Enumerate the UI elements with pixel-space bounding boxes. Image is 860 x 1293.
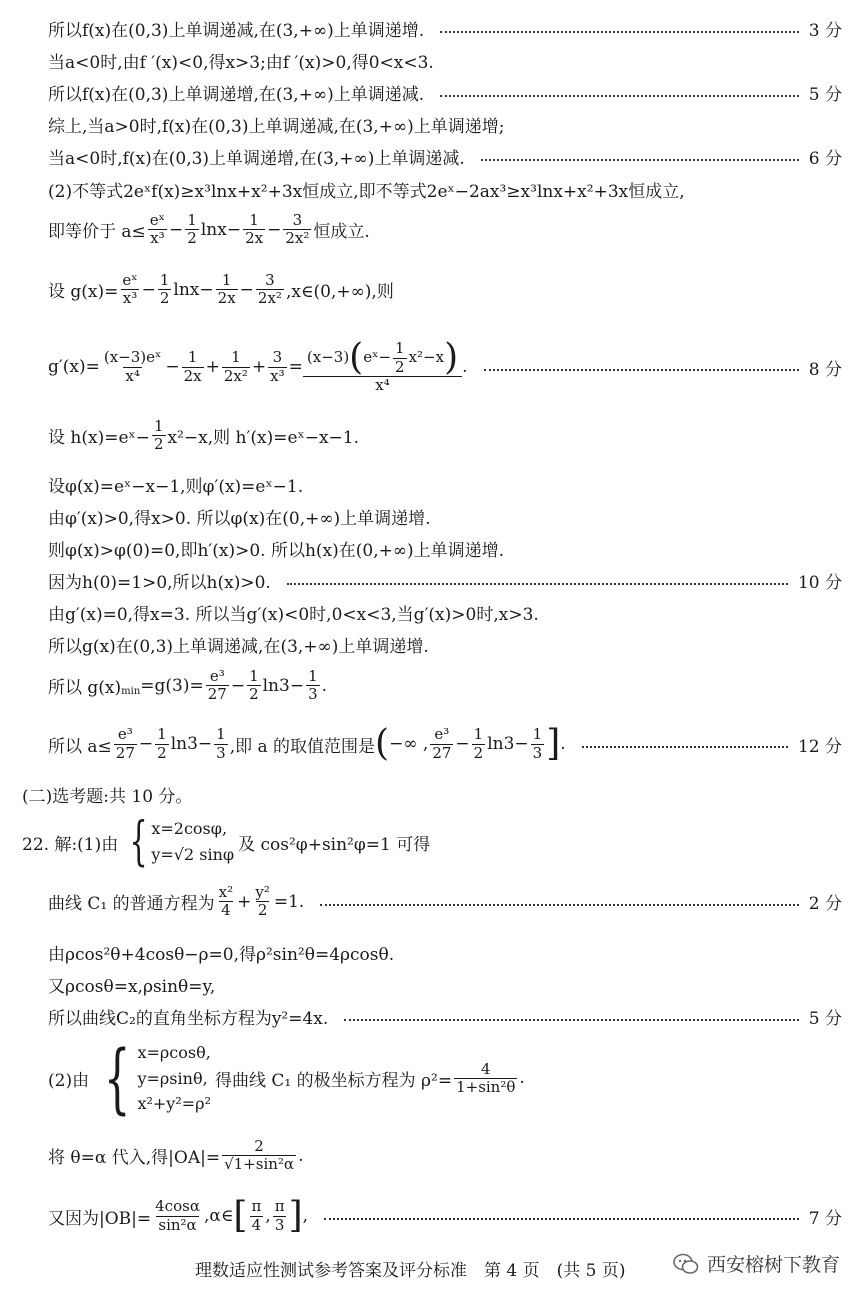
dot-leader bbox=[320, 904, 798, 906]
text-line bbox=[0, 472, 860, 497]
text: 即等价于 a≤ bbox=[48, 222, 146, 243]
fraction: $\frac{1}{3}$ bbox=[216, 725, 226, 762]
fraction: $\frac{3}{\text{2x²}}$ bbox=[257, 271, 282, 308]
polar-system-line: (2)由 { x=ρcosθ, y=ρsinθ, x²+y²=ρ² 得曲线 C₁ 的极坐标方程为 ρ²= $\frac{4}{\text{1+sin²θ}}$ . bbox=[48, 1033, 525, 1122]
fraction: $\frac{1}{2x}$ bbox=[245, 211, 264, 248]
define-h-line: 设 h(x)=eˣ− $\frac{1}{2}$ x²−x,则 h′(x)=eˣ−x−1. bbox=[48, 417, 360, 454]
a-range-line: 所以 a≤ $\frac{\text{e³}}{27}$ − $\frac{1}{2}$ ln3 − $\frac{1}{3}$ ,即 a 的取值范围是 ( −∞ , $\frac{\text{e³}}{27}$ − $\frac{1}{2}$ ln3 − $\frac{1}{3}$ ] . 12 分 bbox=[0, 726, 860, 762]
text-line bbox=[0, 1004, 860, 1029]
line-text: 因为h(0)=1>0,所以h(x)>0. bbox=[48, 573, 271, 593]
g-min-line: 所以 g(x) $_{min}$ =g(3)= $\frac{\text{e³}}{27}$ − $\frac{1}{2}$ ln3 − $\frac{1}{3}$ . bbox=[48, 667, 328, 704]
line-text: 由φ′(x)>0,得x>0. 所以φ(x)在(0,+∞)上单调递增. bbox=[48, 509, 431, 529]
line-text: 所以g(x)在(0,3)上单调递减,在(3,+∞)上单调递增. bbox=[48, 637, 429, 657]
wechat-icon bbox=[673, 1253, 699, 1275]
text-line bbox=[0, 600, 860, 625]
fraction: $\frac{1}{2}$ bbox=[249, 667, 259, 704]
line-text: 所以f(x)在(0,3)上单调递增,在(3,+∞)上单调递减. bbox=[48, 85, 425, 105]
line-text: 则φ(x)>φ(0)=0,即h′(x)>0. 所以h(x)在(0,+∞)上单调递增. bbox=[48, 541, 505, 561]
text-line bbox=[0, 504, 860, 529]
wechat-name: 西安榕树下教育 bbox=[706, 1254, 840, 1276]
text-line bbox=[0, 144, 860, 169]
score-label: 3 分 bbox=[808, 21, 842, 41]
page-footer bbox=[0, 1250, 860, 1284]
footer-text: 理数适应性测试参考答案及评分标准 第 4 页 (共 5 页) bbox=[195, 1261, 626, 1281]
fraction: (x−3) ( eˣ − $\frac{1}{2}$ x²−x ) x⁴ bbox=[305, 340, 460, 394]
line-text: 又ρcosθ=x,ρsinθ=y, bbox=[48, 977, 216, 997]
fraction: $\frac{1}{2}$ bbox=[159, 271, 170, 308]
define-g-line: 设 g(x)= $\frac{\text{eˣ}}{\text{x³}}$ − $\frac{1}{2}$ lnx − $\frac{1}{2x}$ − $\frac{3}{\text{2x²}}$ ,x∈(0,+∞),则 bbox=[48, 271, 394, 308]
text-line bbox=[0, 536, 860, 561]
dot-leader bbox=[324, 1218, 799, 1220]
fraction: $\frac{\text{x²}}{4}$ bbox=[218, 883, 234, 920]
dot-leader bbox=[287, 583, 788, 585]
fraction: $\frac{1}{2}$ bbox=[473, 725, 484, 762]
fraction: $\frac{1}{2}$ bbox=[153, 417, 164, 454]
line-text: 由g′(x)=0,得x=3. 所以当g′(x)<0时,0<x<3,当g′(x)>0时,x>3. bbox=[48, 605, 539, 625]
g-derivative-line: g′(x)= $\frac{\text{(x−3)eˣ}}{\text{x⁴}}$ − $\frac{1}{2x}$ + $\frac{1}{\text{2x²}}$ + $\frac{3}{\text{x³}}$ = (x−3) ( eˣ − $\frac{1}{2}$ x²−x ) x⁴ . 8 分 bbox=[0, 340, 860, 394]
dot-leader bbox=[481, 159, 799, 161]
dot-leader bbox=[440, 31, 799, 33]
section-heading: (二)选考题:共 10 分。 bbox=[22, 787, 193, 807]
text-line bbox=[0, 48, 860, 73]
fraction: $\frac{3}{\text{2x²}}$ bbox=[285, 211, 310, 248]
equivalence-line: 即等价于 a≤ $\frac{\text{eˣ}}{\text{x³}}$ − $\frac{1}{2}$ lnx − $\frac{1}{2x}$ − $\frac{3}{\text{2x²}}$ 恒成立. bbox=[48, 211, 370, 248]
text-line bbox=[0, 632, 860, 657]
fraction: $\frac{1}{\text{2x²}}$ bbox=[223, 348, 248, 385]
fraction: $\frac{\text{(x−3)eˣ}}{\text{x⁴}}$ bbox=[103, 348, 162, 385]
fraction: $\frac{\text{e³}}{27}$ bbox=[432, 725, 452, 762]
fraction: $\frac{1}{2}$ bbox=[157, 725, 167, 762]
line-text: 综上,当a>0时,f(x)在(0,3)上单调递减,在(3,+∞)上单调递增; bbox=[48, 117, 505, 137]
text-line bbox=[0, 972, 860, 997]
text-line bbox=[0, 177, 860, 202]
ob-line: 又因为|OB|= $\frac{4\cos\alpha}{\text{sin²α}}$ ,α∈ [ $\frac{\pi}{4}$ , $\frac{\pi}{3}$ ] , 7 分 bbox=[0, 1198, 860, 1234]
fraction: $\frac{3}{\text{x³}}$ bbox=[270, 348, 285, 385]
dot-leader bbox=[440, 95, 799, 97]
line-text: 设φ(x)=eˣ−x−1,则φ′(x)=eˣ−1. bbox=[48, 477, 304, 497]
score-label: 7 分 bbox=[808, 1208, 842, 1229]
fraction: $\frac{1}{3}$ bbox=[532, 725, 543, 762]
text-line bbox=[0, 940, 860, 965]
fraction: $\frac{\text{y²}}{2}$ bbox=[255, 883, 270, 920]
score-label: 12 分 bbox=[797, 736, 842, 757]
fraction: $\frac{\text{e³}}{27}$ bbox=[115, 725, 135, 762]
fraction: $\frac{2}{\text{√1+sin²α}}$ bbox=[224, 1137, 295, 1174]
line-text: (2)不等式2eˣf(x)≥x³lnx+x²+3x恒成立,即不等式2eˣ−2ax³≥x³lnx+x²+3x恒成立, bbox=[48, 182, 685, 202]
score-label: 8 分 bbox=[808, 359, 842, 380]
curve-c1-line: 曲线 C₁ 的普通方程为 $\frac{\text{x²}}{4}$ + $\frac{\text{y²}}{2}$ =1. 2 分 bbox=[0, 884, 860, 920]
text-line bbox=[0, 80, 860, 105]
equation-system: { x=2cosφ, y=√2 sinφ bbox=[129, 812, 235, 872]
line-text: 当a<0时,f(x)在(0,3)上单调递增,在(3,+∞)上单调递减. bbox=[48, 149, 465, 169]
fraction: $\frac{\text{eˣ}}{\text{x³}}$ bbox=[149, 211, 166, 248]
wechat-watermark bbox=[673, 1250, 840, 1277]
line-text: 所以f(x)在(0,3)上单调递减,在(3,+∞)上单调递增. bbox=[48, 21, 425, 41]
score-label: 2 分 bbox=[808, 894, 842, 915]
line-text: 当a<0时,由f ′(x)<0,得x>3;由f ′(x)>0,得0<x<3. bbox=[48, 53, 434, 73]
fraction: $\frac{1}{2x}$ bbox=[217, 271, 236, 308]
text-line bbox=[0, 16, 860, 41]
fraction: $\frac{\text{eˣ}}{\text{x³}}$ bbox=[122, 271, 138, 308]
line-text: 所以曲线C₂的直角坐标方程为y²=4x. bbox=[48, 1009, 329, 1029]
line-text: 由ρcos²θ+4cosθ−ρ=0,得ρ²sin²θ=4ρcosθ. bbox=[48, 945, 395, 965]
text: 恒成立. bbox=[313, 222, 370, 243]
fraction: $\frac{1}{2x}$ bbox=[183, 348, 202, 385]
fraction: $\frac{4\cos\alpha}{\text{sin²α}}$ bbox=[155, 1197, 200, 1234]
oa-line: 将 θ=α 代入,得|OA|= $\frac{2}{\text{√1+sin²α}}$ . bbox=[48, 1137, 304, 1174]
score-label: 5 分 bbox=[808, 1009, 842, 1029]
fraction: $\frac{\pi}{4}$ bbox=[251, 1197, 262, 1234]
problem-22-line: 22. 解:(1)由 { x=2cosφ, y=√2 sinφ 及 cos²φ+sin²φ=1 可得 bbox=[22, 812, 431, 872]
fraction: $\frac{4}{\text{1+sin²θ}}$ bbox=[456, 1059, 516, 1096]
equation-system: { x=ρcosθ, y=ρsinθ, x²+y²=ρ² bbox=[103, 1033, 211, 1122]
text-line bbox=[0, 568, 860, 593]
fraction: $\frac{1}{3}$ bbox=[308, 667, 318, 704]
score-label: 5 分 bbox=[808, 85, 842, 105]
dot-leader bbox=[582, 746, 788, 748]
dot-leader bbox=[344, 1019, 798, 1021]
dot-leader bbox=[484, 369, 799, 371]
fraction: $\frac{\pi}{3}$ bbox=[274, 1197, 285, 1234]
text-line bbox=[0, 112, 860, 137]
score-label: 6 分 bbox=[808, 149, 842, 169]
score-label: 10 分 bbox=[797, 573, 842, 593]
fraction: $\frac{\text{e³}}{27}$ bbox=[207, 667, 227, 704]
fraction: $\frac{1}{2}$ bbox=[187, 211, 197, 248]
